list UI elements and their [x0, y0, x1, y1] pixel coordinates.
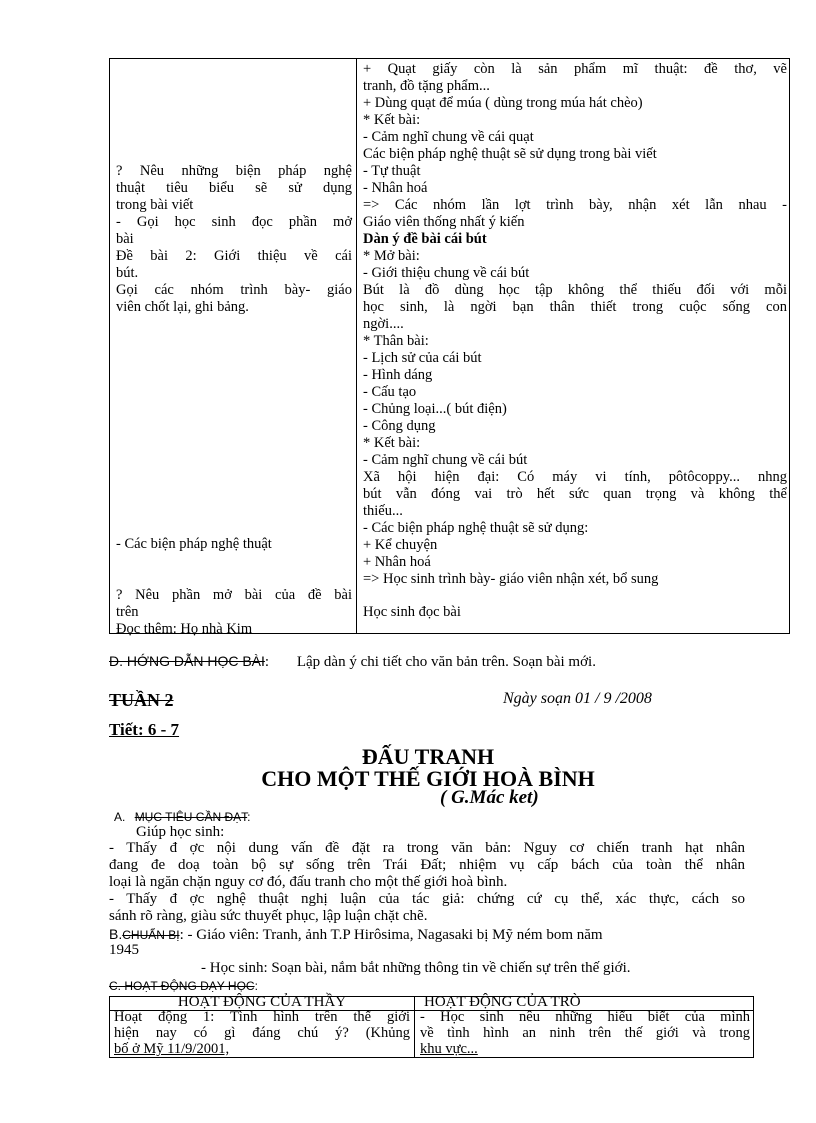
table-line: bút vẫn đóng vai trò hết sức quan trọng và không thể: [363, 486, 787, 502]
section-d-colon: :: [264, 654, 270, 670]
table-line: học sinh, là ngời bạn thân thiết trong cuộc sống con: [363, 299, 787, 315]
column-divider: [414, 997, 415, 1057]
table-line: - Lịch sử của cái bút: [363, 350, 482, 366]
table-line: Đọc thêm: Họ nhà Kim: [116, 621, 253, 637]
text-line: - Học sinh nêu những hiểu biết của mình: [420, 1009, 750, 1025]
table-line: Bút là đồ dùng học tập không thể thiếu đối với mỗi: [363, 282, 787, 298]
table-line: - Giới thiệu chung về cái bút: [363, 265, 530, 281]
table-line: - Nhân hoá: [363, 180, 428, 196]
table-line: Các biện pháp nghệ thuật sẽ sử dụng trong bài viết: [363, 146, 657, 162]
table-line: tranh, đồ tặng phẩm...: [363, 78, 490, 94]
teacher-activity-column-3: [116, 587, 352, 638]
table-line: Đề bài 2: Giới thiệu về cái: [116, 248, 352, 264]
section-d: [109, 653, 596, 671]
table-line: - Công dụng: [363, 418, 436, 434]
table-line: thuật tiêu biểu sẽ sử dụng: [116, 180, 352, 196]
table-line: Giáo viên thống nhất ý kiến: [363, 214, 525, 230]
section-d-text: Lập dàn ý chi tiết cho văn bản trên. Soạn bài mới.: [296, 654, 596, 670]
section-c-heading: C. HOẠT ĐỘNG DẠY HỌC: [109, 979, 255, 993]
section-b-year: 1945: [109, 942, 139, 958]
table-line: bút.: [116, 265, 139, 281]
table-line: * Kết bài:: [363, 435, 421, 451]
header-student: HOẠT ĐỘNG CỦA TRÒ: [424, 994, 581, 1010]
section-a-marker: A.: [114, 810, 126, 824]
lesson-title-line1: ĐẤU TRANH: [361, 744, 495, 769]
text-line: - Thấy đ ợc nội dung vấn đề đặt ra trong văn bản: Nguy cơ chiến tranh hạt nhân: [109, 840, 745, 856]
text-line: về tình hình an ninh trên thế giới và trong: [420, 1025, 750, 1041]
table-line: + Dùng quạt để múa ( dùng trong múa hát chèo): [363, 95, 643, 111]
column-divider: [356, 59, 357, 633]
table-line: - Gọi học sinh đọc phần mở: [116, 214, 352, 230]
table-line: + Nhân hoá: [363, 554, 431, 570]
table-line: trên: [116, 604, 139, 620]
table-line: ? Nêu phần mở bài của đề bài: [116, 587, 352, 603]
date-label: Ngày soạn 01 / 9 /2008: [503, 690, 652, 707]
table-line: viên chốt lại, ghi bảng.: [116, 299, 249, 315]
table-line: thiếu...: [363, 503, 403, 519]
section-a-intro: Giúp học sinh:: [136, 824, 225, 840]
activity-table: [109, 996, 754, 1058]
table-line: * Thân bài:: [363, 333, 429, 349]
table-line: ? Nêu những biện pháp nghệ: [116, 163, 352, 179]
lesson-author: ( G.Mác ket): [440, 787, 539, 808]
table-line: - Cảm nghĩ chung về cái quạt: [363, 129, 534, 145]
table-line: + Kể chuyện: [363, 537, 438, 553]
table-line: * Kết bài:: [363, 112, 421, 128]
table-line: * Mở bài:: [363, 248, 420, 264]
table-line: - Hình dáng: [363, 367, 433, 383]
table-line-heading: Dàn ý đề bài cái bút: [363, 231, 487, 247]
section-b-heading: CHUẨN BỊ: [122, 928, 180, 942]
text-line: sánh rõ ràng, giàu sức thuyết phục, lập luận chặt chẽ.: [109, 908, 428, 924]
period-label: Tiết: 6 - 7: [109, 720, 180, 739]
section-b-student: - Học sinh: Soạn bài, nắm bắt những thông tin về chiến sự trên thế giới.: [201, 960, 631, 976]
teacher-activity-column-2: [116, 536, 352, 553]
text-line: hiện nay có gì đáng chú ý? (Khủng: [114, 1025, 410, 1041]
table-line: Học sinh đọc bài: [363, 604, 461, 620]
student-activity-column-2: [363, 604, 787, 621]
section-b-text: : - Giáo viên: Tranh, ảnh T.P Hirôsima, Nagasaki bị Mỹ ném bom năm: [179, 927, 603, 943]
section-a-body: [109, 840, 745, 925]
lesson-table: [109, 58, 790, 637]
table-line: Gọi các nhóm trình bày- giáo: [116, 282, 352, 298]
section-a-heading: MỤC TIÊU CẦN ĐẠT: [134, 810, 248, 824]
section-c-colon: :: [254, 979, 258, 993]
table-line: ngời....: [363, 316, 404, 332]
section-b: [109, 926, 603, 944]
text-line: bố ở Mỹ 11/9/2001,: [114, 1041, 230, 1057]
text-line: khu vực...: [420, 1041, 478, 1057]
teacher-activity-column: [116, 163, 352, 316]
table-line: => Học sinh trình bày- giáo viên nhận xét, bổ sung: [363, 571, 659, 587]
lesson-title-line2: CHO MỘT THẾ GIỚI HOÀ BÌNH: [261, 766, 595, 791]
text-line: Hoạt động 1: Tình hình trên thế giới: [114, 1009, 410, 1025]
text-line: đang đe doạ toàn bộ sự sống trên Trái Đất; nhiệm vụ cấp bách của toàn thể nhân: [109, 857, 745, 873]
table-line: - Cấu tạo: [363, 384, 417, 400]
table-line: - Cảm nghĩ chung về cái bút: [363, 452, 528, 468]
section-c: [109, 978, 258, 995]
text-line: - Thấy đ ợc nghệ thuật nghị luận của tác giả: chứng cứ cụ thể, xác thực, cách so: [109, 891, 745, 907]
table-line: => Các nhóm lần lợt trình bày, nhận xét lẫn nhau -: [363, 197, 787, 213]
teacher-activity-cell: [114, 1009, 410, 1057]
header-teacher: HOẠT ĐỘNG CỦA THẦY: [177, 994, 347, 1010]
student-activity-cell: [420, 1009, 750, 1057]
table-line: trong bài viết: [116, 197, 194, 213]
section-d-heading: D. HỚNG DẪN HỌC BÀI: [109, 653, 265, 669]
text-line: loại là ngăn chặn nguy cơ đó, đấu tranh cho một thế giới hoà bình.: [109, 874, 508, 890]
table-line: bài: [116, 231, 134, 247]
table-line: Xã hội hiện đại: Có máy vi tính, pôtôcoppy... nhng: [363, 469, 787, 485]
table-line: - Chủng loại...( bút điện): [363, 401, 507, 417]
table-line: + Quạt giấy còn là sản phẩm mĩ thuật: đề thơ, vẽ: [363, 61, 787, 77]
section-b-marker: B.: [109, 926, 123, 942]
table-line: - Các biện pháp nghệ thuật sẽ sử dụng:: [363, 520, 589, 536]
table-line: - Các biện pháp nghệ thuật: [116, 536, 272, 552]
section-a-colon: :: [247, 810, 251, 824]
student-activity-column: [363, 61, 787, 588]
week-label: TUẦN 2: [109, 690, 174, 710]
table-line: - Tự thuật: [363, 163, 421, 179]
